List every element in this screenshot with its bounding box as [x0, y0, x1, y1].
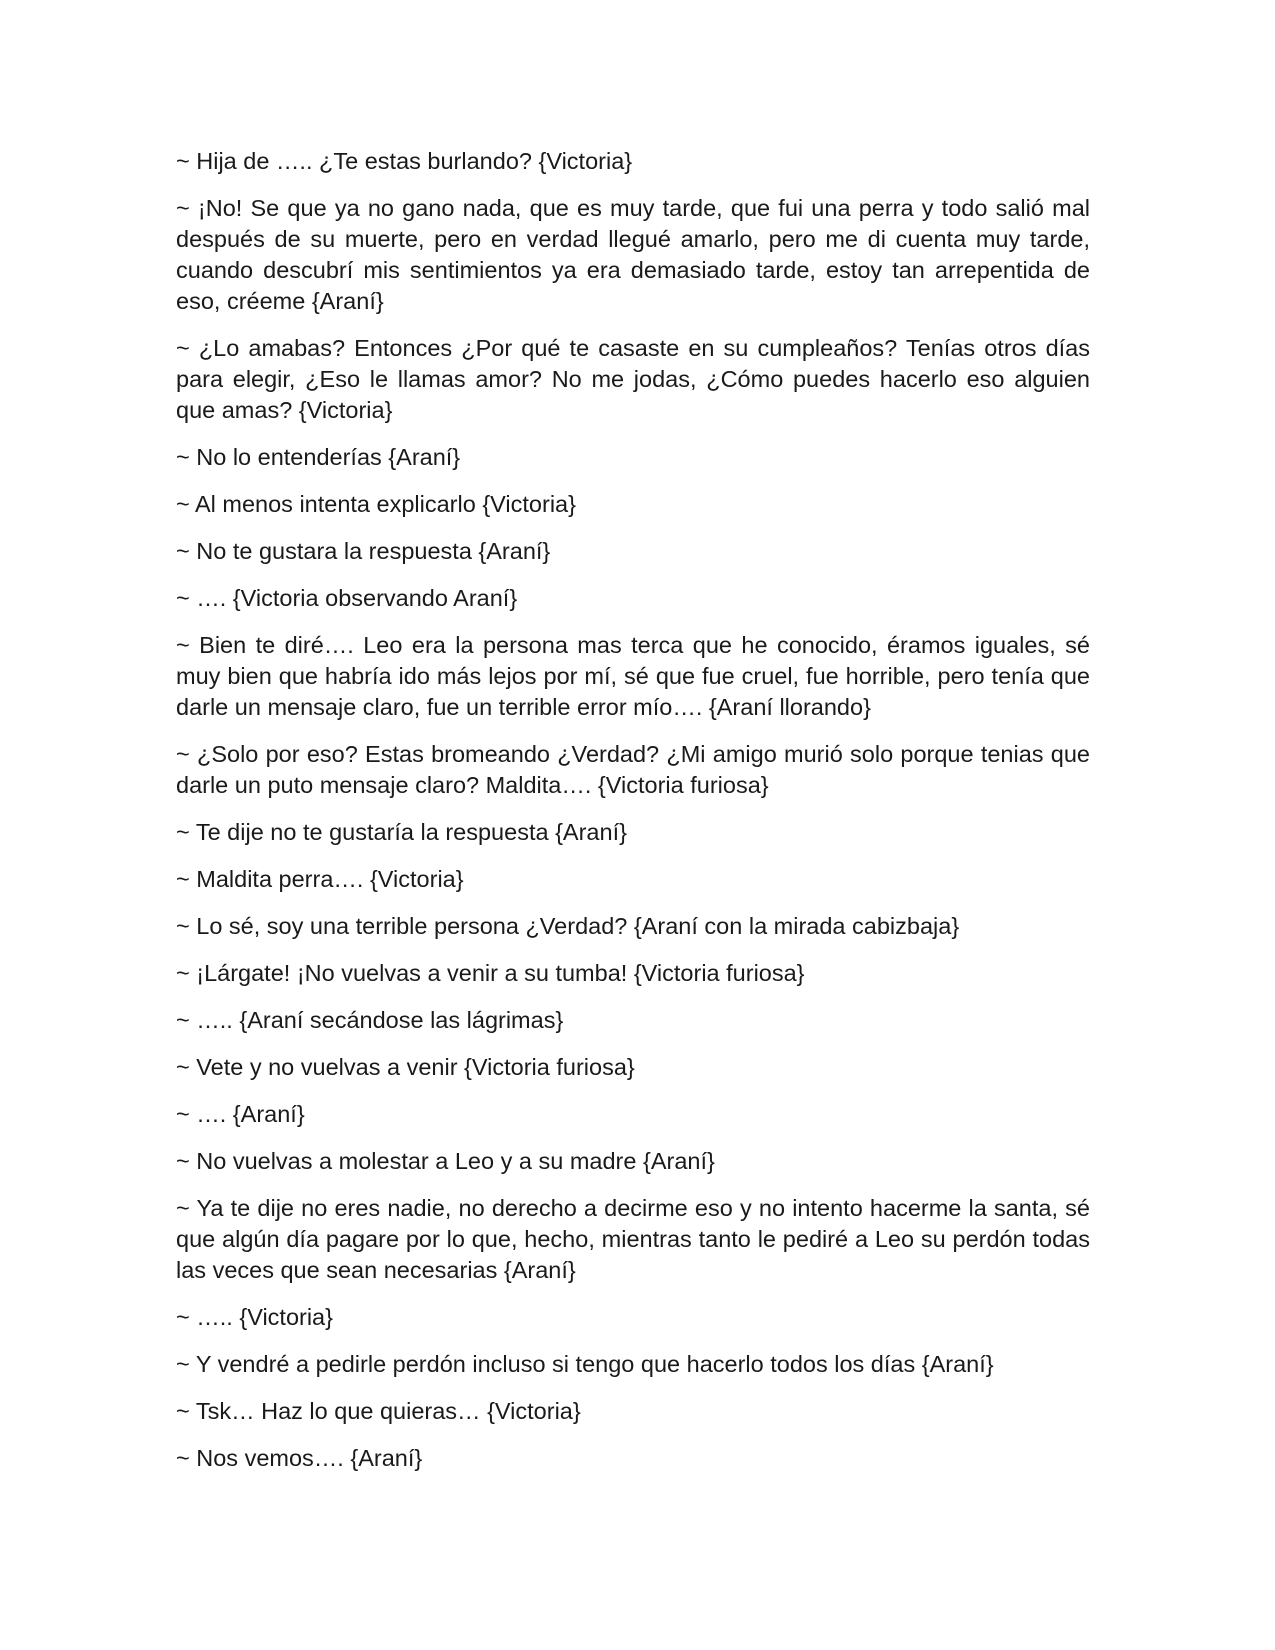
paragraph-9: ~ ¿Solo por eso? Estas bromeando ¿Verdad? ¿Mi amigo murió solo porque tenias que darle un puto mensaje claro? Maldita…. {Victoria furiosa}	[176, 741, 1090, 798]
paragraph-3: ~ ¿Lo amabas? Entonces ¿Por qué te casaste en su cumpleaños? Tenías otros días para elegir, ¿Eso le llamas amor? No me jodas, ¿Cómo puedes hacerlo eso alguien que amas? {Victoria}	[176, 335, 1090, 423]
paragraph-14: ~ ….. {Araní secándose las lágrimas}	[176, 1007, 564, 1033]
paragraph-1: ~ Hija de ….. ¿Te estas burlando? {Victoria}	[176, 148, 633, 174]
paragraph-12: ~ Lo sé, soy una terrible persona ¿Verdad? {Araní con la mirada cabizbaja}	[176, 913, 960, 939]
paragraph-13: ~ ¡Lárgate! ¡No vuelvas a venir a su tumba! {Victoria furiosa}	[176, 960, 805, 986]
document-body	[176, 146, 1090, 1490]
paragraph-16: ~ …. {Araní}	[176, 1101, 305, 1127]
paragraph-22: ~ Nos vemos…. {Araní}	[176, 1445, 423, 1471]
paragraph-2: ~ ¡No! Se que ya no gano nada, que es muy tarde, que fui una perra y todo salió mal después de su muerte, pero en verdad llegué amarlo, pero me di cuenta muy tarde, cuando descubrí mis sentimientos ya era demasiado tarde, estoy tan arrepentida de eso, créeme {Araní}	[176, 195, 1090, 314]
paragraph-21: ~ Tsk… Haz lo que quieras… {Victoria}	[176, 1398, 581, 1424]
paragraph-7: ~ …. {Victoria observando Araní}	[176, 585, 518, 611]
paragraph-5: ~ Al menos intenta explicarlo {Victoria}	[176, 491, 576, 517]
paragraph-6: ~ No te gustara la respuesta {Araní}	[176, 538, 551, 564]
paragraph-10: ~ Te dije no te gustaría la respuesta {Araní}	[176, 819, 627, 845]
paragraph-11: ~ Maldita perra…. {Victoria}	[176, 866, 464, 892]
paragraph-15: ~ Vete y no vuelvas a venir {Victoria furiosa}	[176, 1054, 635, 1080]
paragraph-18: ~ Ya te dije no eres nadie, no derecho a decirme eso y no intento hacerme la santa, sé que algún día pagare por lo que, hecho, mientras tanto le pediré a Leo su perdón todas las veces que sean necesarias {Araní}	[176, 1195, 1090, 1283]
paragraph-20: ~ Y vendré a pedirle perdón incluso si tengo que hacerlo todos los días {Araní}	[176, 1351, 994, 1377]
paragraph-19: ~ ….. {Victoria}	[176, 1304, 333, 1330]
paragraph-8: ~ Bien te diré…. Leo era la persona mas terca que he conocido, éramos iguales, sé muy bien que habría ido más lejos por mí, sé que fue cruel, fue horrible, pero tenía que darle un mensaje claro, fue un terrible error mío…. {Araní llorando}	[176, 632, 1090, 720]
paragraph-4: ~ No lo entenderías {Araní}	[176, 444, 461, 470]
paragraph-17: ~ No vuelvas a molestar a Leo y a su madre {Araní}	[176, 1148, 715, 1174]
